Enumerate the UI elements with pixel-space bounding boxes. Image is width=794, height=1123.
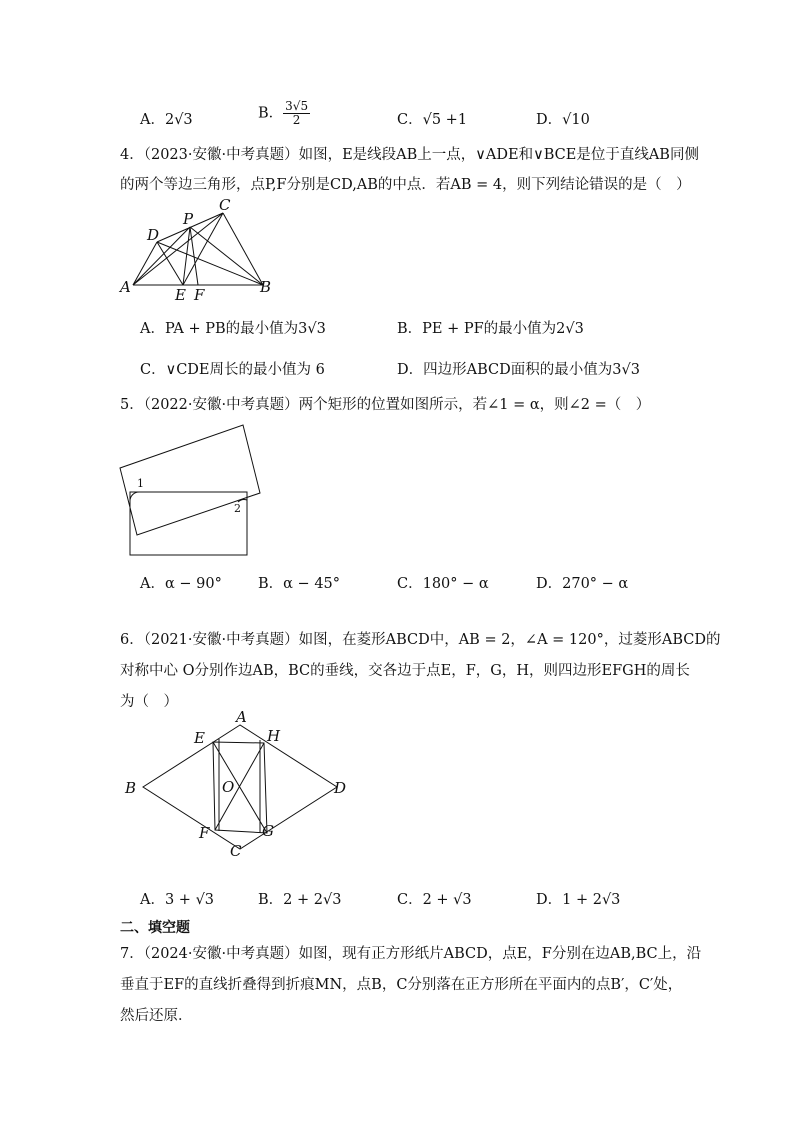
q4-figure [115, 195, 285, 305]
q4-label-a: A [120, 278, 131, 296]
q6-option-a[interactable]: A．3 + √3 [140, 892, 215, 908]
q4-label-p: P [183, 210, 194, 228]
q6-label-c: C [230, 842, 242, 860]
q6-option-b[interactable]: B．2 + 2√3 [258, 892, 342, 908]
q4-label-f: F [194, 286, 205, 304]
q4-option-d[interactable]: D．四边形ABCD面积的最小值为3√3 [397, 362, 640, 378]
q4-label-c: C [219, 196, 231, 214]
q3-option-b-label: B． [258, 105, 284, 122]
q4-label-b: B [260, 278, 272, 296]
q5-figure [115, 420, 275, 565]
q6-label-h: H [267, 727, 281, 745]
q7-stem-line2: 垂直于EF的直线折叠得到折痕MN，点B，C分别落在正方形所在平面内的点B′，C′处， [120, 977, 683, 993]
q6-label-o: O [222, 778, 235, 796]
q3-option-b[interactable] [258, 100, 310, 127]
q6-option-c[interactable]: C．2 + √3 [397, 892, 472, 908]
q6-label-b: B [125, 779, 137, 797]
q5-label-angle-2: 2 [234, 502, 241, 515]
q6-stem-line1: 6．（2021·安徽·中考真题）如图，在菱形ABCD中，AB = 2，∠A = 120°，过菱形ABCD的 [120, 632, 721, 648]
q4-option-b[interactable]: B．PE + PF的最小值为2√3 [397, 321, 584, 337]
q6-label-d: D [334, 779, 347, 797]
q3-option-c[interactable]: C．√5 +1 [397, 112, 468, 128]
q5-label-angle-1: 1 [137, 477, 144, 490]
fraction-numerator: 3√5 [285, 99, 309, 113]
q3-option-d[interactable]: D．√10 [536, 112, 590, 128]
q5-option-c[interactable]: C．180° − α [397, 576, 489, 592]
q5-option-d[interactable]: D．270° − α [536, 576, 629, 592]
q6-figure [115, 705, 365, 865]
q3-option-a[interactable]: A．2√3 [140, 112, 193, 128]
q6-stem-line3: 为（ ） [120, 694, 178, 710]
section-heading-fill-in: 二、填空题 [120, 920, 190, 936]
q3-option-b-fraction [283, 100, 310, 127]
q6-label-f: F [199, 824, 210, 842]
q4-label-e: E [175, 286, 186, 304]
q6-label-g: G [262, 822, 274, 840]
q7-stem-line3: 然后还原． [120, 1008, 193, 1024]
q7-stem-line1: 7．（2024·安徽·中考真题）如图，现有正方形纸片ABCD，点E，F分别在边AB,BC上，沿 [120, 946, 702, 962]
q6-option-d[interactable]: D．1 + 2√3 [536, 892, 621, 908]
q5-stem-line1: 5．（2022·安徽·中考真题）两个矩形的位置如图所示，若∠1 = α，则∠2 =（ ） [120, 397, 651, 413]
q4-option-a[interactable]: A．PA + PB的最小值为3√3 [140, 321, 326, 337]
q4-stem-line2: 的两个等边三角形，点P,F分别是CD,AB的中点．若AB = 4，则下列结论错误的是（ ） [120, 177, 691, 193]
q4-stem-line1: 4．（2023·安徽·中考真题）如图，E是线段AB上一点，∨ADE和∨BCE是位于直线AB同侧 [120, 147, 699, 163]
fraction-denominator: 2 [292, 113, 301, 127]
q5-option-a[interactable]: A．α − 90° [140, 576, 222, 592]
q5-option-b[interactable]: B．α − 45° [258, 576, 341, 592]
q6-stem-line2: 对称中心 O分别作边AB，BC的垂线，交各边于点E，F，G，H，则四边形EFGH的周长 [120, 663, 690, 679]
q6-label-e: E [194, 729, 205, 747]
q4-option-c[interactable]: C．∨CDE周长的最小值为 6 [140, 362, 325, 378]
q4-label-d: D [147, 226, 160, 244]
q6-label-a: A [236, 708, 247, 726]
